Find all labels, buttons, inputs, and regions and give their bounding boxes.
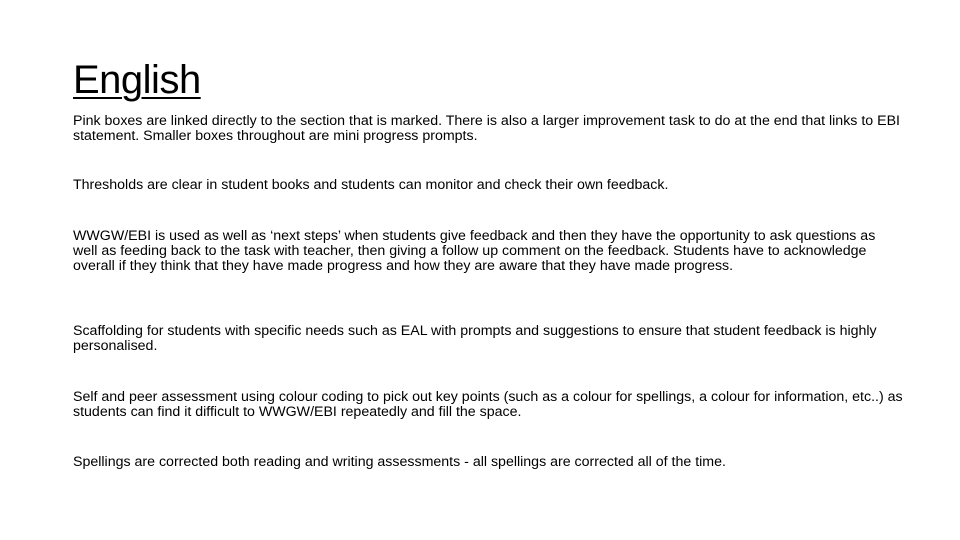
- paragraph-wwgw-ebi: WWGW/EBI is used as well as ‘next steps’ when students give feedback and then they have the opportunity to ask questions as well as feeding back to the task with teacher, then giving a follow up comment on the feedback. Students have to acknowledge overall if they think that they have made progress and how they are aware that they have made progress.: [73, 228, 876, 274]
- paragraph-spellings: Spellings are corrected both reading and writing assessments - all spellings are corrected all of the time.: [73, 454, 726, 470]
- paragraph-pink-boxes: Pink boxes are linked directly to the section that is marked. There is also a larger improvement task to do at the end that links to EBI statement. Smaller boxes throughout are mini progress prompts.: [73, 113, 900, 144]
- paragraph-self-peer-assessment: Self and peer assessment using colour coding to pick out key points (such as a colour for spellings, a colour for information, etc..) as students can find it difficult to WWGW/EBI repeatedly and fill the space.: [73, 389, 903, 420]
- paragraph-thresholds: Thresholds are clear in student books and students can monitor and check their own feedback.: [73, 177, 669, 193]
- paragraph-scaffolding: Scaffolding for students with specific needs such as EAL with prompts and suggestions to ensure that student feedback is highly personalised.: [73, 323, 877, 354]
- slide-title: English: [73, 58, 201, 102]
